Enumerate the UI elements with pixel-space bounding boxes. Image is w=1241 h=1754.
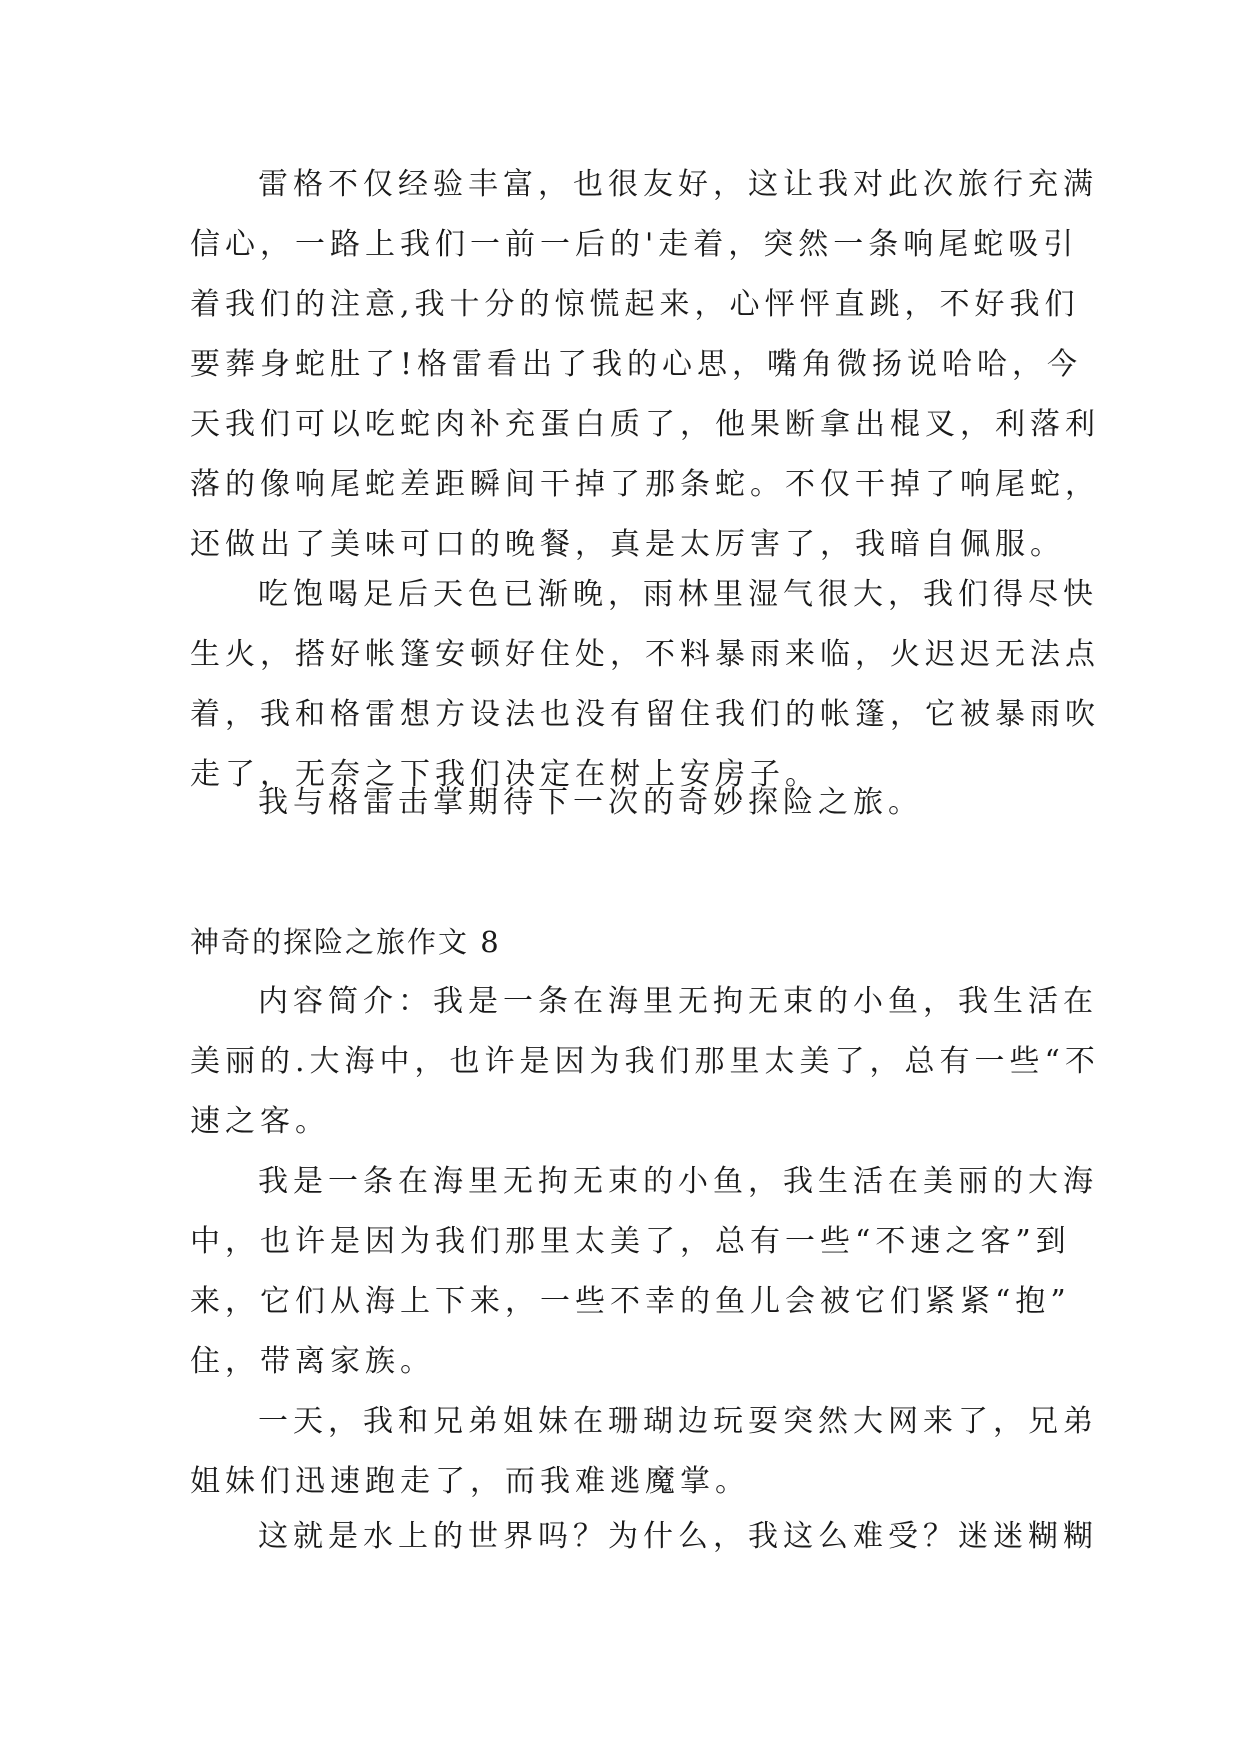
paragraph-line: 天我们可以吃蛇肉补充蛋白质了，他果断拿出棍叉，利落利	[190, 407, 1100, 442]
paragraph-line: 我与格雷击掌期待下一次的奇妙探险之旅。	[258, 785, 923, 820]
paragraph-line: 落的像响尾蛇差距瞬间干掉了那条蛇。不仅干掉了响尾蛇，	[190, 467, 1100, 502]
paragraph	[190, 565, 1100, 805]
paragraph	[190, 773, 1060, 833]
paragraph-line: 姐妹们迅速跑走了，而我难逃魔掌。	[190, 1464, 750, 1499]
paragraph-line: 着我们的注意,我十分的惊慌起来，心怦怦直跳，不好我们	[190, 287, 1080, 322]
paragraph-line: 着，我和格雷想方设法也没有留住我们的帐篷，它被暴雨吹	[190, 697, 1100, 732]
section-heading: 神奇的探险之旅作文 8	[190, 925, 501, 959]
paragraph-line: 住，带离家族。	[190, 1344, 435, 1379]
paragraph-line: 中，也许是因为我们那里太美了，总有一些“不速之客”到	[190, 1224, 1071, 1259]
paragraph-line: 速之客。	[190, 1104, 330, 1139]
paragraph-line: 还做出了美味可口的晚餐，真是太厉害了，我暗自佩服。	[190, 527, 1065, 562]
paragraph-line: 我是一条在海里无拘无束的小鱼，我生活在美丽的大海	[258, 1164, 1098, 1199]
paragraph	[190, 1507, 1098, 1567]
paragraph-line: 一天，我和兄弟姐妹在珊瑚边玩耍突然大网来了，兄弟	[258, 1404, 1098, 1439]
paragraph-line: 要葬身蛇肚了!格雷看出了我的心思，嘴角微扬说哈哈，今	[190, 347, 1083, 382]
paragraph-line: 生火，搭好帐篷安顿好住处，不料暴雨来临，火迟迟无法点	[190, 637, 1100, 672]
paragraph	[190, 1392, 1098, 1512]
paragraph-line: 走了，无奈之下我们决定在树上安房子。	[190, 757, 820, 792]
paragraph-line: 吃饱喝足后天色已渐晚，雨林里湿气很大，我们得尽快	[258, 577, 1098, 612]
paragraph-line: 这就是水上的世界吗？为什么，我这么难受？迷迷糊糊	[258, 1519, 1098, 1554]
paragraph-line: 内容简介：我是一条在海里无拘无束的小鱼，我生活在	[258, 984, 1098, 1019]
paragraph-line: 美丽的.大海中，也许是因为我们那里太美了，总有一些“不	[190, 1044, 1100, 1079]
paragraph-line: 信心，一路上我们一前一后的'走着，突然一条响尾蛇吸引	[190, 227, 1079, 262]
paragraph-line: 来，它们从海上下来，一些不幸的鱼儿会被它们紧紧“抱”	[190, 1284, 1071, 1319]
paragraph-line: 雷格不仅经验丰富，也很友好，这让我对此次旅行充满	[258, 167, 1098, 202]
paragraph	[190, 972, 1100, 1152]
paragraph	[190, 155, 1100, 575]
paragraph	[190, 1152, 1098, 1392]
